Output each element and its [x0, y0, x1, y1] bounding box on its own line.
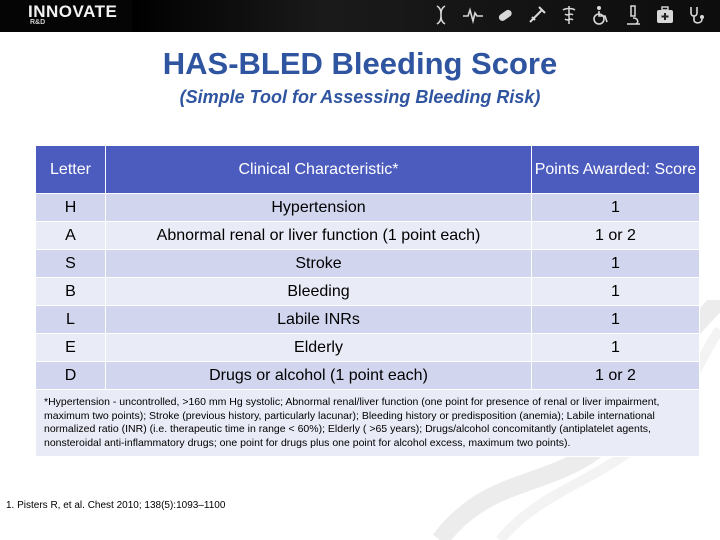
logo-subtext: R&D — [30, 19, 46, 26]
cell-letter: H — [36, 194, 106, 222]
cell-characteristic: Abnormal renal or liver function (1 point each) — [106, 222, 532, 250]
header-characteristic: Clinical Characteristic* — [106, 146, 532, 194]
cell-points: 1 — [532, 250, 700, 278]
header-points: Points Awarded: Score — [532, 146, 700, 194]
cell-characteristic: Labile INRs — [106, 306, 532, 334]
table-row — [36, 362, 700, 390]
caduceus-icon — [558, 4, 580, 26]
has-bled-table — [35, 145, 700, 457]
cell-points: 1 or 2 — [532, 362, 700, 390]
page-subtitle: (Simple Tool for Assessing Bleeding Risk) — [179, 87, 541, 107]
cell-letter: D — [36, 362, 106, 390]
cell-letter: A — [36, 222, 106, 250]
cell-letter: L — [36, 306, 106, 334]
table-row — [36, 194, 700, 222]
reference-citation: 1. Pisters R, et al. Chest 2010; 138(5):1093–1100 — [6, 500, 226, 511]
cell-points: 1 — [532, 334, 700, 362]
cell-points: 1 or 2 — [532, 222, 700, 250]
cell-characteristic: Elderly — [106, 334, 532, 362]
pill-icon — [494, 4, 516, 26]
logo-text: INNOVATE — [28, 2, 118, 21]
syringe-icon — [526, 4, 548, 26]
dna-icon — [430, 4, 452, 26]
table-row — [36, 222, 700, 250]
table-row — [36, 250, 700, 278]
table-row — [36, 278, 700, 306]
header-letter: Letter — [36, 146, 106, 194]
cell-points: 1 — [532, 306, 700, 334]
table-row — [36, 306, 700, 334]
medical-icons-row — [430, 4, 708, 28]
cell-characteristic: Drugs or alcohol (1 point each) — [106, 362, 532, 390]
cell-characteristic: Bleeding — [106, 278, 532, 306]
cell-letter: S — [36, 250, 106, 278]
top-banner — [0, 0, 720, 32]
table-footnote: *Hypertension - uncontrolled, >160 mm Hg systolic; Abnormal renal/liver function (one point for presence of renal or liver impairment, maximum two points); Stroke (previous history, particularly lacunar); Bleeding history or predisposition (anemia); Labile international normalized ratio (INR) (i.e. therapeutic time in range < 60%); Elderly ( >65 years); Drugs/alcohol concomitantly (antiplatelet agents, nonsteroidal anti-inflammatory drugs; one point for drugs plus one point for alcohol excess, maximum two points). — [36, 390, 700, 457]
microscope-icon — [622, 4, 644, 26]
heartbeat-icon — [462, 4, 484, 26]
logo — [0, 0, 132, 32]
cell-letter: B — [36, 278, 106, 306]
table-row — [36, 334, 700, 362]
cell-letter: E — [36, 334, 106, 362]
wheelchair-icon — [590, 4, 612, 26]
cell-characteristic: Stroke — [106, 250, 532, 278]
stethoscope-icon — [686, 4, 708, 26]
table-footnote-row — [36, 390, 700, 457]
cell-points: 1 — [532, 278, 700, 306]
first-aid-kit-icon — [654, 4, 676, 26]
table-header-row — [36, 146, 700, 194]
page-title: HAS-BLED Bleeding Score — [162, 46, 558, 81]
cell-characteristic: Hypertension — [106, 194, 532, 222]
cell-points: 1 — [532, 194, 700, 222]
